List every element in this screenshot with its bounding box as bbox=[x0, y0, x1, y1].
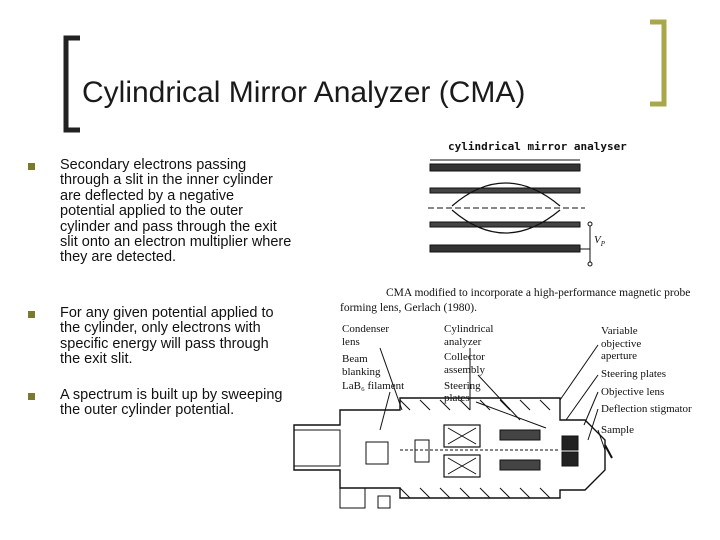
bullet-text: Secondary electrons passing through a slit in the inner cylinder are deflected by a negative potential applied to the outer cylinder and pass through the exit slit onto an electron multiplier where they are detected. bbox=[60, 157, 292, 266]
label-collector: Collector bbox=[444, 351, 485, 363]
label-objective: objective bbox=[601, 338, 642, 350]
label-beam: Beam bbox=[342, 353, 368, 365]
label-filament: LaB₆ filament bbox=[342, 380, 405, 392]
label-steering: Steering bbox=[444, 380, 481, 392]
slide-title: Cylindrical Mirror Analyzer (CMA) bbox=[82, 76, 526, 109]
probe-figure-caption-line2: forming lens, Gerlach (1980). bbox=[340, 302, 478, 314]
label-objective-lens: Objective lens bbox=[601, 386, 665, 398]
probe-figure-caption-line1: CMA modified to incorporate a high-performance magnetic probe bbox=[386, 287, 691, 299]
label-variable: Variable bbox=[601, 325, 638, 337]
voltage-label: $V_P$ bbox=[594, 234, 606, 249]
label-plates: plates bbox=[444, 392, 470, 404]
label-condenser: Condenser bbox=[342, 323, 390, 335]
label-deflection-stigmator: Deflection stigmator bbox=[601, 403, 692, 415]
label-aperture: aperture bbox=[601, 350, 638, 362]
label-lens: lens bbox=[342, 336, 360, 348]
label-steering-plates: Steering plates bbox=[601, 368, 667, 380]
label-assembly: assembly bbox=[444, 364, 485, 376]
label-analyzer: analyzer bbox=[444, 336, 482, 348]
cma-figure-caption: cylindrical mirror analyser bbox=[448, 140, 627, 153]
label-blanking: blanking bbox=[342, 366, 381, 378]
label-sample: Sample bbox=[601, 424, 634, 436]
bullet-text: For any given potential applied to the cylinder, only electrons with specific energy will pass through the exit slit. bbox=[60, 305, 274, 368]
bullet-text: A spectrum is built up by sweeping the outer cylinder potential. bbox=[60, 387, 283, 419]
label-cylindrical: Cylindrical bbox=[444, 323, 494, 335]
